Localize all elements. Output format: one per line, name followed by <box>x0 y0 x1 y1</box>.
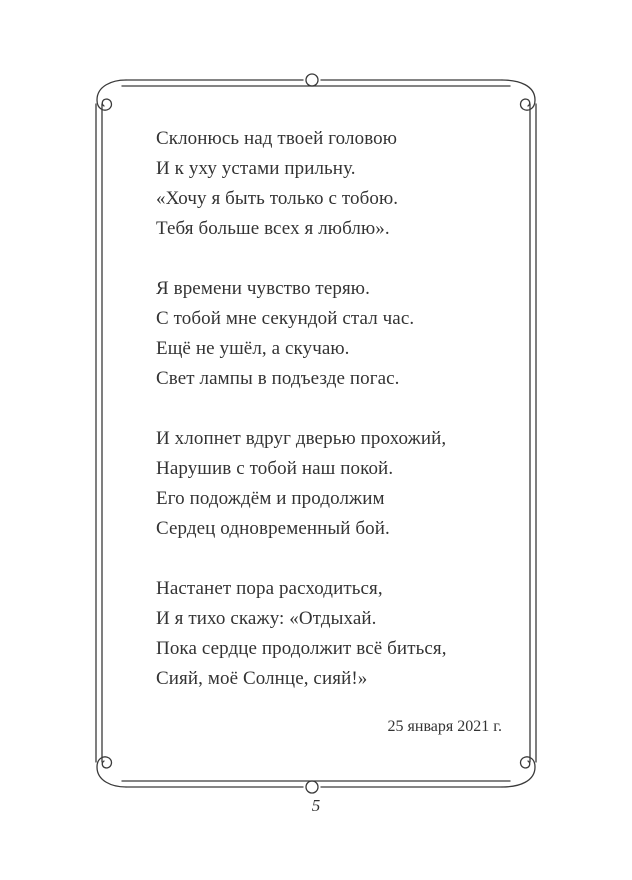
poem-line: Сердец одновременный бой. <box>156 518 390 539</box>
poem-line: И я тихо скажу: «Отдыхай. <box>156 608 377 629</box>
poem-line: Сияй, моё Солнце, сияй!» <box>156 668 368 689</box>
poem-date: 25 января 2021 г. <box>387 718 502 735</box>
bottom-ornament-circle <box>306 781 318 793</box>
stanza-1 <box>156 124 536 244</box>
poem-line: Его подождём и продолжим <box>156 488 385 509</box>
poem-line: Ещё не ушёл, а скучаю. <box>156 338 350 359</box>
poem-line: «Хочу я быть только с тобою. <box>156 188 399 209</box>
poem-line: Пока сердце продолжит всё биться, <box>156 638 447 659</box>
poem-line: Нарушив с тобой наш покой. <box>156 458 394 479</box>
stanza-4 <box>156 574 536 694</box>
poem-line: И хлопнет вдруг дверью прохожий, <box>156 428 447 449</box>
poem-line: Свет лампы в подъезде погас. <box>156 368 400 389</box>
poem-line: Тебя больше всех я люблю». <box>156 218 390 239</box>
stanza-2 <box>156 274 536 394</box>
poem-line: Я времени чувство теряю. <box>156 278 370 299</box>
page-number: 5 <box>311 796 321 815</box>
poem-line: И к уху устами прильну. <box>156 158 356 179</box>
poem-line: С тобой мне секундой стал час. <box>156 308 415 329</box>
stanza-3 <box>156 424 536 544</box>
top-ornament-circle <box>306 74 318 86</box>
poem-line: Склонюсь над твоей головою <box>156 128 398 149</box>
poem-body <box>156 124 536 724</box>
poem-line: Настанет пора расходиться, <box>156 578 383 599</box>
